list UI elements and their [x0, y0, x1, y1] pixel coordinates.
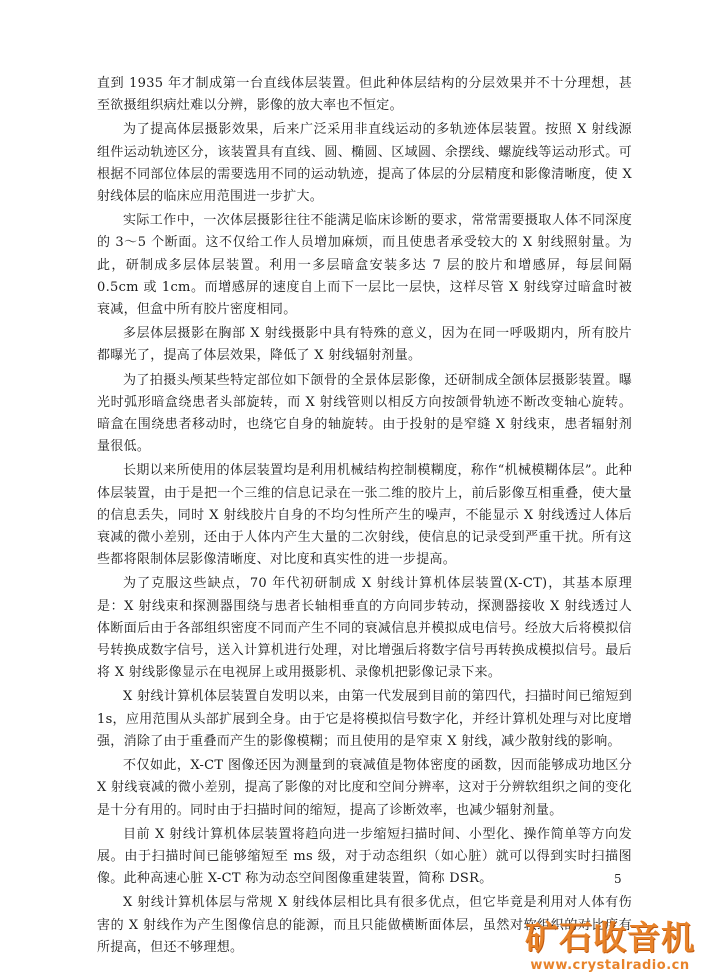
paragraph-8: X 射线计算机体层装置自发明以来，由第一代发展到目前的第四代，扫描时间已缩短到 1s，应用范围从头部扩展到全身。由于它是将模拟信号数字化，并经计算机处理与对比度增强，消除了由于重叠而产生的影像模糊；而且使用的是窄束 X 射线，减少散射线的影响。	[97, 689, 632, 749]
paragraph-5: 为了拍摄头颅某些特定部位如下颌骨的全景体层影像，还研制成全颌体层摄影装置。曝光时弧形暗盒绕患者头部旋转，而 X 射线管则以相反方向按颌骨轨迹不断改变轴心旋转。暗盒在围绕患者移动时，也绕它自身的轴旋转。由于投射的是窄缝 X 射线束，患者辐射剂量很低。	[97, 372, 632, 455]
paragraph-4: 多层体层摄影在胸部 X 射线摄影中具有特殊的意义，因为在同一呼吸期内，所有胶片都曝光了，提高了体层效果，降低了 X 射线辐射剂量。	[97, 326, 632, 364]
site-watermark	[520, 918, 700, 974]
page-body	[97, 73, 632, 961]
paragraph-1: 直到 1935 年才制成第一台直线体层装置。但此种体层结构的分层效果并不十分理想，甚至欲摄组织病灶难以分辨，影像的放大率也不恒定。	[97, 76, 632, 114]
paragraph-3: 实际工作中，一次体层摄影往往不能满足临床诊断的要求，常常需要摄取人体不同深度的 3～5 个断面。这不仅给工作人员增加麻烦，而且使患者承受较大的 X 射线照射量。为此，研制成多层体层装置。利用一多层暗盒安装多达 7 层的胶片和增感屏，每层间隔 0.5cm 或 1cm。而增感屏的速度自上而下一层比一层快，这样尽管 X 射线穿过暗盒时被衰减，但盒中所有胶片密度相同。	[97, 213, 632, 318]
paragraph-6: 长期以来所使用的体层装置均是利用机械结构控制模糊度，称作“机械模糊体层”。此种体层装置，由于是把一个三维的信息记录在一张二维的胶片上，前后影像互相重叠，使大量的信息丢失，同时 X 射线胶片自身的不均匀性所产生的噪声，不能显示 X 射线透过人体后衰减的微小差别，还由于人体内产生大量的二次射线，使信息的记录受到严重干扰。所有这些都将限制体层影像清晰度、对比度和真实性的进一步提高。	[97, 463, 632, 568]
paragraph-2: 为了提高体层摄影效果，后来广泛采用非直线运动的多轨迹体层装置。按照 X 射线源组件运动轨迹区分，该装置具有直线、圆、椭圆、区域圆、余摆线、螺旋线等运动形式。可根据不同部位体层的需要选用不同的运动轨迹，提高了体层的分层精度和影像清晰度，使 X 射线体层的临床应用范围进一步扩大。	[97, 122, 632, 205]
paragraph-9: 不仅如此，X-CT 图像还因为测量到的衰减值是物体密度的函数，因而能够成功地区分 X 射线衰减的微小差别，提高了影像的对比度和空间分辨率，这对于分辨软组织之间的变化是十分有用的。同时由于扫描时间的缩短，提高了诊断效率，也减少辐射剂量。	[97, 758, 632, 818]
page-number: 5	[614, 872, 622, 886]
paragraph-10: 目前 X 射线计算机体层装置将趋向进一步缩短扫描时间、小型化、操作简单等方向发展。由于扫描时间已能够缩短至 ms 级，对于动态组织（如心脏）就可以得到实时扫描图像。此种高速心脏 X-CT 称为动态空间图像重建装置，简称 DSR。	[97, 826, 632, 887]
watermark-url: www.crystalradio.cn	[530, 958, 690, 973]
watermark-logo-text: 矿石收音机	[525, 918, 695, 957]
paragraph-11: X 射线计算机体层与常规 X 射线体层相比具有很多优点，但它毕竟是利用对人体有伤害的 X 射线作为产生图像信息的能源，而且只能做横断面体层，虽然对软组织的对比度有所提高，但还不够理想。	[97, 895, 632, 955]
paragraph-7: 为了克服这些缺点，70 年代初研制成 X 射线计算机体层装置(X-CT)，其基本原理是：X 射线束和探测器围绕与患者长轴相垂直的方向同步转动，探测器接收 X 射线透过人体断面后由于各部组织密度不同而产生不同的衰减信息并模拟成电信号。经放大后将模拟信号转换成数字信号，送入计算机进行处理，对比增强后将数字信号再转换成模拟信号。最后将 X 射线影像显示在电视屏上或用摄影机、录像机把影像记录下来。	[97, 576, 632, 681]
